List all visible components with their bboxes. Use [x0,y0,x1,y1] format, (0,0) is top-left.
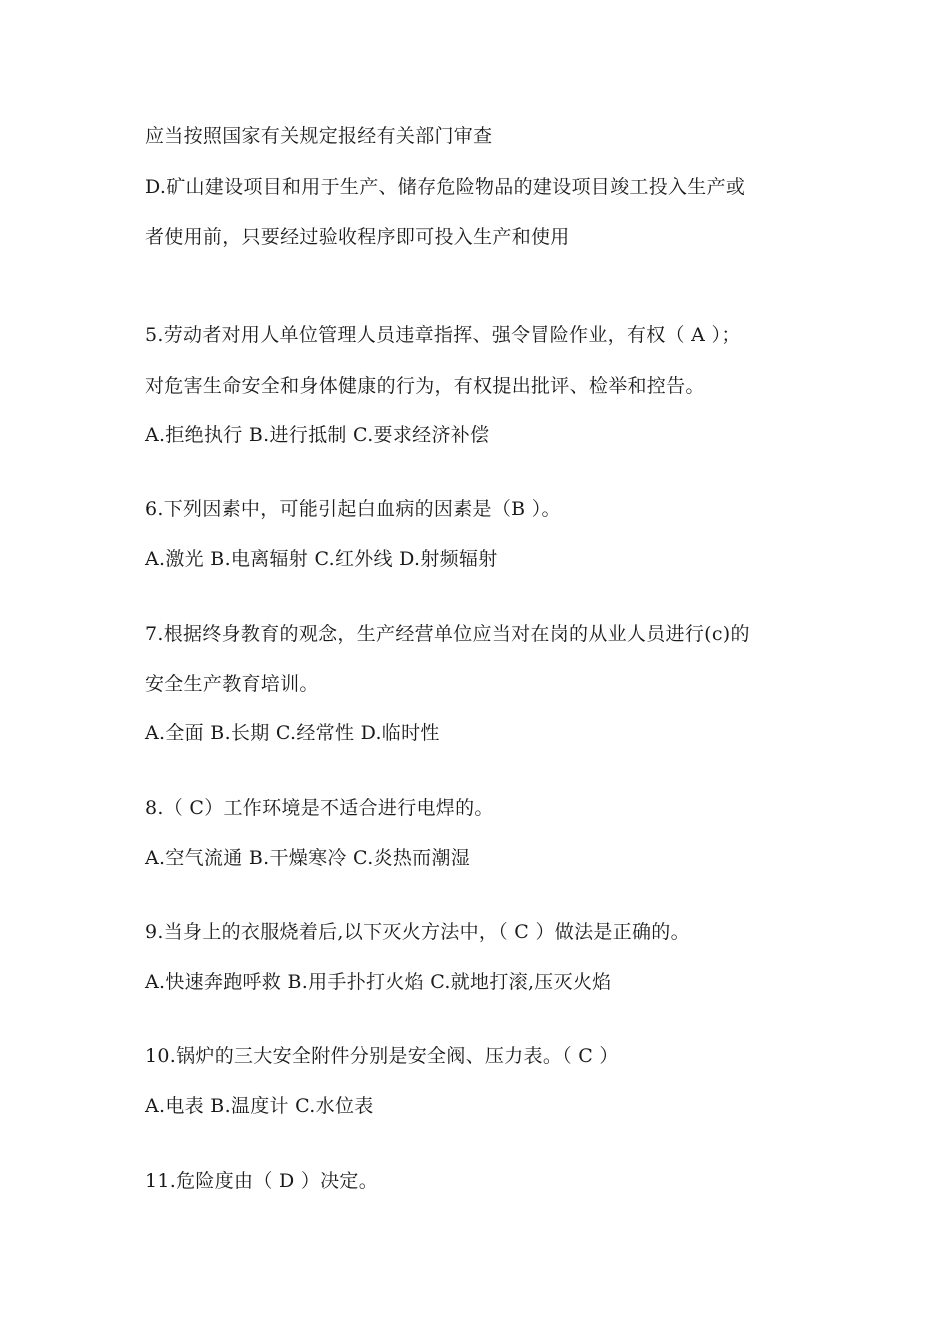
question-7-continued: 安全生产教育培训。 [145,673,319,695]
text-line: 者使用前，只要经过验收程序即可投入生产和使用 [145,226,570,248]
question-11: 11.危险度由（ D ）决定。 [145,1170,379,1192]
question-10: 10.锅炉的三大安全附件分别是安全阀、压力表。（ C ） [145,1045,619,1067]
question-8: 8.（ C）工作环境是不适合进行电焊的。 [145,797,494,819]
question-5: 5.劳动者对用人单位管理人员违章指挥、强令冒险作业，有权（ A ）； [145,324,741,346]
question-8-options: A.空气流通 B.干燥寒冷 C.炎热而潮湿 [145,847,471,869]
question-10-options: A.电表 B.温度计 C.水位表 [145,1095,374,1117]
option-d-line: D.矿山建设项目和用于生产、储存危险物品的建设项目竣工投入生产或 [145,176,746,198]
question-5-options: A.拒绝执行 B.进行抵制 C.要求经济补偿 [145,424,490,446]
question-7-options: A.全面 B.长期 C.经常性 D.临时性 [145,722,440,744]
question-6-options: A.激光 B.电离辐射 C.红外线 D.射频辐射 [145,548,498,570]
text-line: 应当按照国家有关规定报经有关部门审查 [145,125,493,147]
question-7: 7.根据终身教育的观念，生产经营单位应当对在岗的从业人员进行(c)的 [145,623,750,645]
question-9: 9.当身上的衣服烧着后,以下灭火方法中，（ C ）做法是正确的。 [145,921,690,943]
question-5-continued: 对危害生命安全和身体健康的行为，有权提出批评、检举和控告。 [145,375,705,397]
question-6: 6.下列因素中，可能引起白血病的因素是（B ）。 [145,498,561,520]
question-9-options: A.快速奔跑呼救 B.用手扑打火焰 C.就地打滚,压灭火焰 [145,971,612,993]
